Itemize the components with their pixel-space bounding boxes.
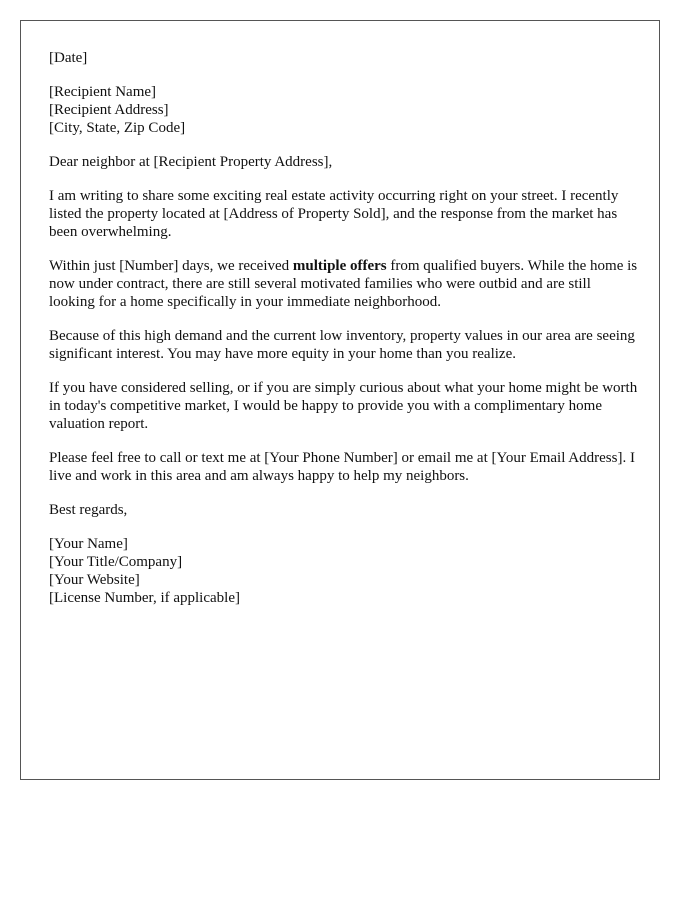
paragraph-offers (49, 257, 639, 311)
paragraph-offers-start: Within just [Number] days, we received (49, 258, 293, 274)
recipient-name: [Recipient Name] (49, 84, 157, 100)
recipient-address-block (49, 83, 639, 137)
letter-body (49, 49, 639, 623)
recipient-address: [Recipient Address] (49, 102, 169, 118)
signature-license: [License Number, if applicable] (49, 590, 240, 606)
paragraph-demand: Because of this high demand and the current low inventory, property values in our area are seeing significant interest. You may have more equity in your home than you realize. (49, 328, 635, 362)
closing: Best regards, (49, 502, 128, 518)
letter-date: [Date] (49, 50, 88, 66)
signature-block (49, 535, 639, 607)
salutation: Dear neighbor at [Recipient Property Address], (49, 154, 333, 170)
recipient-city-state-zip: [City, State, Zip Code] (49, 120, 186, 136)
date-line (49, 49, 639, 67)
paragraph-valuation-offer: If you have considered selling, or if you are simply curious about what your home might be worth in today's competitive market, I would be happy to provide you with a complimentary home valuation report. (49, 380, 638, 432)
paragraph-offers-end: from qualified buyers. While the home is now under contract, there are still several motivated families who were outbid and are still looking for a home specifically in your immediate neighborhood. (49, 258, 638, 310)
paragraph-contact: Please feel free to call or text me at [Your Phone Number] or email me at [Your Email Address]. I live and work in this area and am always happy to help my neighbors. (49, 450, 635, 484)
multiple-offers-emphasis: multiple offers (292, 258, 387, 274)
signature-name: [Your Name] (49, 536, 128, 552)
paragraph-intro: I am writing to share some exciting real estate activity occurring right on your street. I recently listed the property located at [Address of Property Sold], and the response from the market has been overwhelming. (49, 188, 619, 240)
signature-title-company: [Your Title/Company] (49, 554, 183, 570)
signature-website: [Your Website] (49, 572, 140, 588)
letter-page (20, 20, 660, 780)
